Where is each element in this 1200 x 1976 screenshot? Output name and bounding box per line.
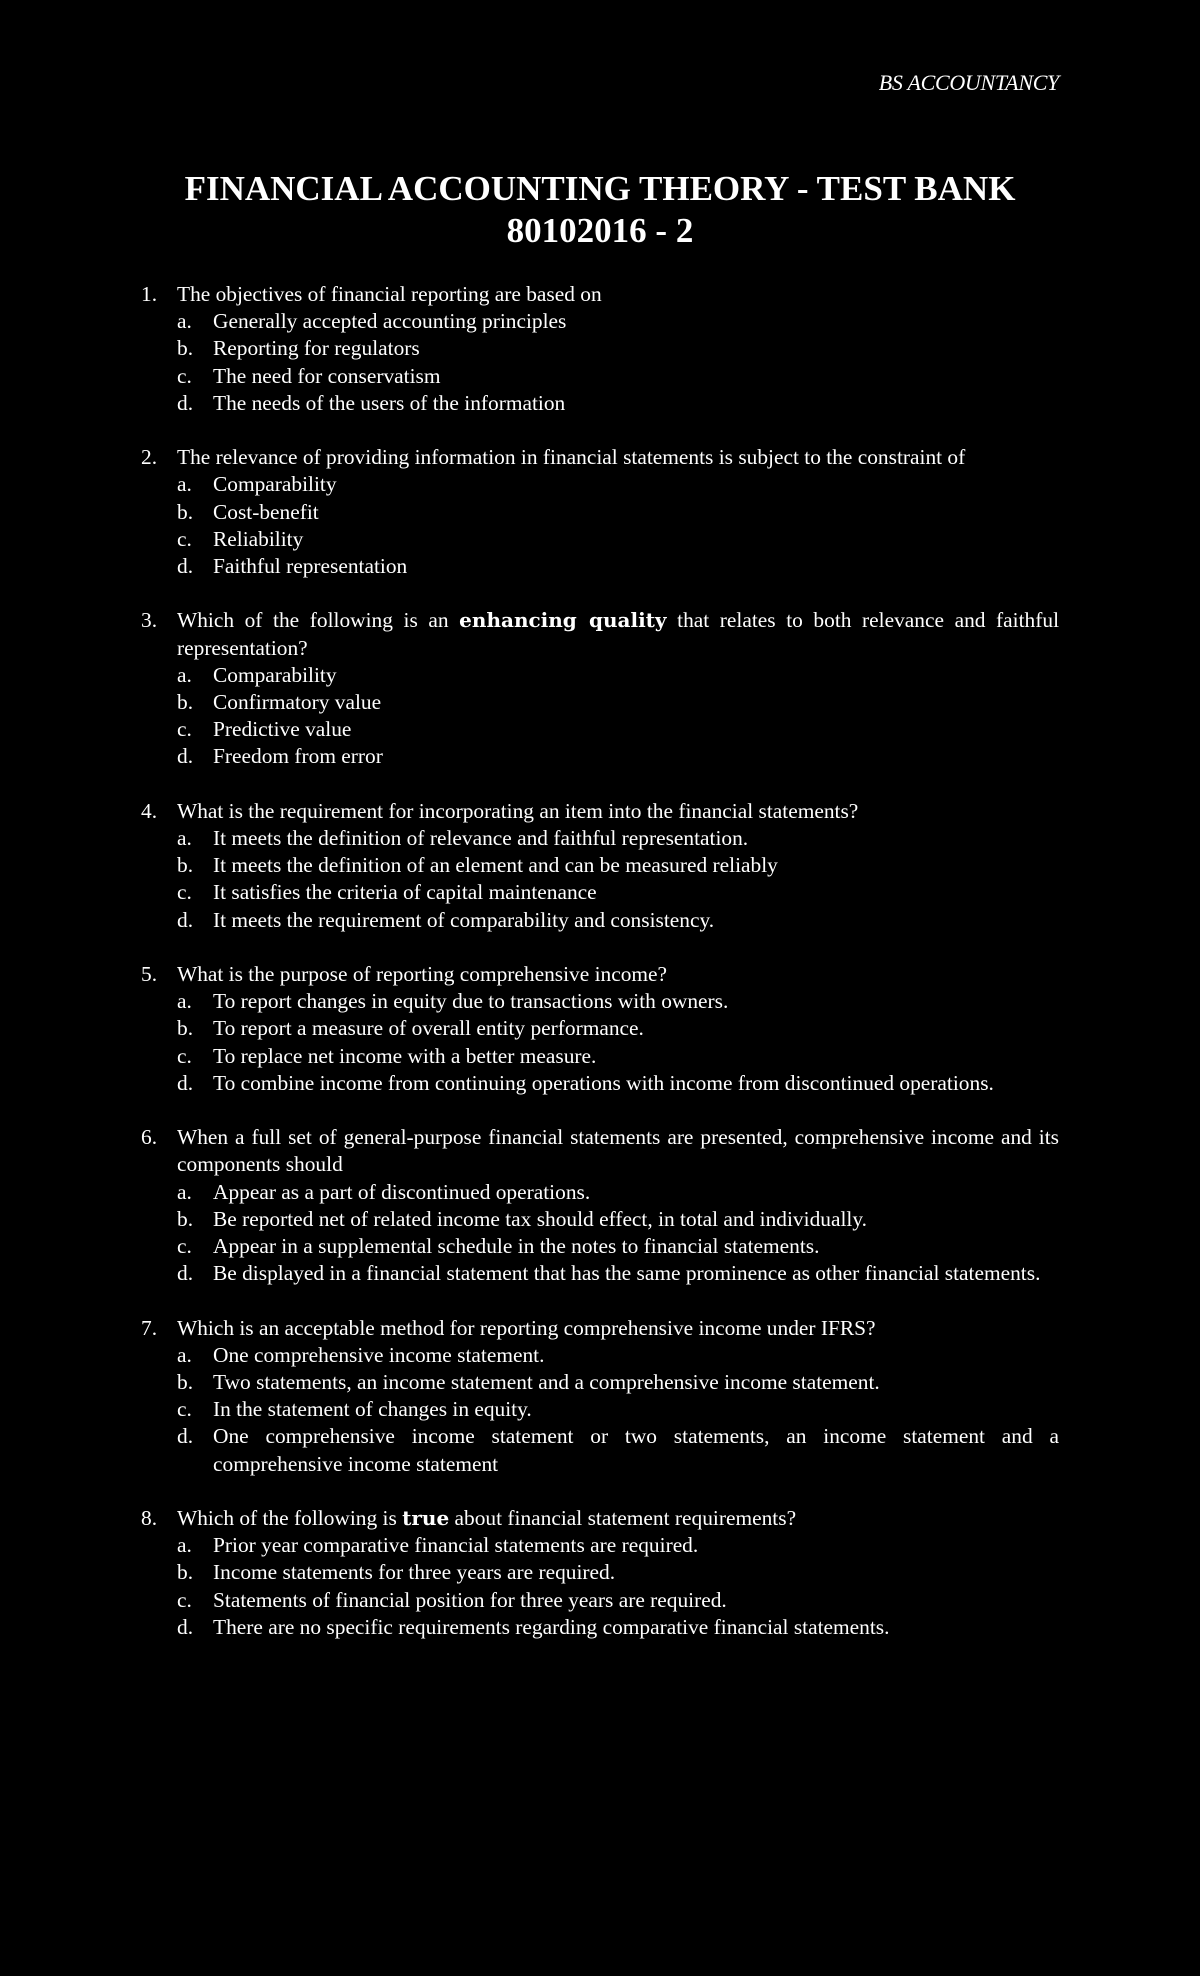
answer-option bbox=[177, 1369, 1059, 1396]
stem-text: The relevance of providing information in financial statements is subject to the constraint of bbox=[177, 445, 966, 470]
question-stem bbox=[177, 607, 1059, 661]
question-stem bbox=[177, 798, 1059, 825]
answer-option bbox=[177, 553, 1059, 580]
option-text: To combine income from continuing operations with income from discontinued operations. bbox=[213, 1070, 994, 1095]
question-stem bbox=[177, 961, 1059, 988]
option-text: Comparability bbox=[213, 472, 337, 497]
course-label: BS ACCOUNTANCY bbox=[878, 70, 1059, 95]
stem-text: about financial statement requirements? bbox=[449, 1506, 797, 1531]
stem-text: When a full set of general-purpose financial statements are presented, comprehensive income and its components should bbox=[177, 1125, 1059, 1177]
option-letter: a. bbox=[177, 1533, 192, 1558]
answer-option bbox=[177, 335, 1059, 362]
option-text: Statements of financial position for three years are required. bbox=[213, 1587, 727, 1612]
question-number: 2. bbox=[141, 445, 158, 470]
title-line-2: 80102016 - 2 bbox=[506, 211, 694, 250]
stem-text: The objectives of financial reporting are based on bbox=[177, 282, 602, 306]
option-letter: b. bbox=[177, 336, 194, 361]
option-letter: d. bbox=[177, 1424, 194, 1449]
option-letter: a. bbox=[177, 1179, 192, 1204]
option-letter: d. bbox=[177, 390, 194, 415]
option-text: Predictive value bbox=[213, 717, 352, 742]
option-letter: b. bbox=[177, 1206, 194, 1231]
question-item bbox=[141, 798, 1059, 934]
question-number: 3. bbox=[141, 608, 158, 633]
option-text: Reliability bbox=[213, 526, 304, 551]
option-letter: c. bbox=[177, 526, 192, 551]
question-number: 4. bbox=[141, 798, 158, 823]
option-letter: b. bbox=[177, 690, 194, 715]
option-letter: c. bbox=[177, 717, 192, 742]
emphasis-text: enhancing quality bbox=[459, 608, 667, 633]
stem-text: Which of the following is bbox=[177, 1506, 403, 1531]
stem-text: What is the purpose of reporting comprehensive income? bbox=[177, 962, 668, 987]
option-text: The needs of the users of the information bbox=[213, 390, 566, 415]
answer-option bbox=[177, 1559, 1059, 1586]
option-text: Prior year comparative financial statements are required. bbox=[213, 1533, 699, 1558]
option-text: Freedom from error bbox=[213, 744, 383, 769]
answer-option bbox=[177, 308, 1059, 335]
option-text: Comparability bbox=[213, 662, 337, 687]
option-letter: a. bbox=[177, 826, 192, 851]
option-text: The need for conservatism bbox=[213, 363, 441, 388]
option-letter: d. bbox=[177, 1261, 194, 1286]
option-letter: a. bbox=[177, 1342, 192, 1367]
question-stem bbox=[177, 444, 1059, 471]
question-item bbox=[141, 961, 1059, 1097]
option-text: To report changes in equity due to transactions with owners. bbox=[213, 989, 729, 1014]
option-text: Faithful representation bbox=[213, 554, 408, 579]
option-text: Confirmatory value bbox=[213, 690, 382, 715]
option-text: To report a measure of overall entity performance. bbox=[213, 1016, 644, 1041]
answer-option bbox=[177, 988, 1059, 1015]
question-stem bbox=[177, 1124, 1059, 1178]
title-line-1: FINANCIAL ACCOUNTING THEORY - TEST BANK bbox=[184, 169, 1016, 208]
option-letter: a. bbox=[177, 309, 192, 334]
option-text: Appear as a part of discontinued operations. bbox=[213, 1179, 591, 1204]
option-letter: c. bbox=[177, 880, 192, 905]
option-letter: b. bbox=[177, 1370, 194, 1395]
option-letter: a. bbox=[177, 989, 192, 1014]
option-letter: d. bbox=[177, 744, 194, 769]
option-letter: c. bbox=[177, 1587, 192, 1612]
question-list bbox=[141, 281, 1059, 1668]
option-text: It meets the requirement of comparability and consistency. bbox=[213, 907, 715, 932]
question-item bbox=[141, 1124, 1059, 1287]
answer-option bbox=[177, 526, 1059, 553]
option-text: Income statements for three years are required. bbox=[213, 1560, 616, 1585]
option-letter: d. bbox=[177, 554, 194, 579]
option-text: Reporting for regulators bbox=[213, 336, 420, 361]
answer-option bbox=[177, 907, 1059, 934]
question-item bbox=[141, 281, 1059, 417]
option-text: Be reported net of related income tax should effect, in total and individually. bbox=[213, 1206, 867, 1231]
stem-text: Which is an acceptable method for reporting comprehensive income under IFRS? bbox=[177, 1315, 876, 1340]
question-number: 6. bbox=[141, 1125, 158, 1150]
answer-option bbox=[177, 1532, 1059, 1559]
option-text: It meets the definition of an element and can be measured reliably bbox=[213, 853, 778, 878]
question-item bbox=[141, 1315, 1059, 1478]
answer-option bbox=[177, 1015, 1059, 1042]
option-letter: c. bbox=[177, 1234, 192, 1259]
option-letter: b. bbox=[177, 853, 194, 878]
option-text: Appear in a supplemental schedule in the notes to financial statements. bbox=[213, 1234, 820, 1259]
answer-option bbox=[177, 743, 1059, 770]
option-letter: b. bbox=[177, 1016, 194, 1041]
option-letter: b. bbox=[177, 499, 194, 524]
option-letter: d. bbox=[177, 1614, 194, 1639]
option-text: To replace net income with a better measure. bbox=[213, 1043, 597, 1068]
question-number: 7. bbox=[141, 1315, 158, 1340]
answer-option bbox=[177, 471, 1059, 498]
question-number: 5. bbox=[141, 962, 158, 987]
answer-option bbox=[177, 499, 1059, 526]
stem-text: What is the requirement for incorporating an item into the financial statements? bbox=[177, 798, 859, 823]
question-stem bbox=[177, 1315, 1059, 1342]
answer-option bbox=[177, 1043, 1059, 1070]
answer-option bbox=[177, 689, 1059, 716]
answer-option bbox=[177, 1396, 1059, 1423]
option-letter: c. bbox=[177, 1397, 192, 1422]
option-text: One comprehensive income statement. bbox=[213, 1342, 545, 1367]
answer-option bbox=[177, 363, 1059, 390]
option-text: Cost-benefit bbox=[213, 499, 319, 524]
emphasis-text: true bbox=[402, 1506, 450, 1531]
answer-option bbox=[177, 825, 1059, 852]
option-letter: a. bbox=[177, 472, 192, 497]
question-item bbox=[141, 1505, 1059, 1641]
answer-option bbox=[177, 716, 1059, 743]
option-text: Generally accepted accounting principles bbox=[213, 309, 567, 334]
question-item bbox=[141, 444, 1059, 580]
option-text: It meets the definition of relevance and faithful representation. bbox=[213, 826, 749, 851]
answer-option bbox=[177, 662, 1059, 689]
option-text: Two statements, an income statement and a comprehensive income statement. bbox=[213, 1370, 880, 1395]
answer-option bbox=[177, 1206, 1059, 1233]
option-text: Be displayed in a financial statement that has the same prominence as other financial statements. bbox=[213, 1261, 1041, 1286]
answer-option bbox=[177, 1260, 1059, 1287]
question-stem bbox=[177, 281, 1059, 308]
question-item bbox=[141, 607, 1059, 770]
option-letter: b. bbox=[177, 1560, 194, 1585]
answer-option bbox=[177, 1179, 1059, 1206]
answer-option bbox=[177, 1423, 1059, 1477]
option-text: One comprehensive income statement or two statements, an income statement and a comprehensive income statement bbox=[213, 1424, 1059, 1476]
answer-option bbox=[177, 1342, 1059, 1369]
option-letter: c. bbox=[177, 363, 192, 388]
answer-option bbox=[177, 1233, 1059, 1260]
option-letter: d. bbox=[177, 1070, 194, 1095]
stem-text: Which of the following is an bbox=[177, 608, 460, 633]
answer-option bbox=[177, 1614, 1059, 1641]
question-stem bbox=[177, 1505, 1059, 1532]
answer-option bbox=[177, 852, 1059, 879]
option-text: There are no specific requirements regarding comparative financial statements. bbox=[213, 1614, 890, 1639]
option-text: In the statement of changes in equity. bbox=[213, 1397, 532, 1422]
document-title bbox=[0, 168, 1200, 252]
stem-text: that relates to both relevance and faithful representation? bbox=[177, 608, 1060, 660]
option-letter: d. bbox=[177, 907, 194, 932]
option-letter: c. bbox=[177, 1043, 192, 1068]
question-number: 8. bbox=[141, 1506, 158, 1531]
option-letter: a. bbox=[177, 662, 192, 687]
answer-option bbox=[177, 879, 1059, 906]
answer-option bbox=[177, 1070, 1059, 1097]
option-text: It satisfies the criteria of capital maintenance bbox=[213, 880, 597, 905]
answer-option bbox=[177, 1587, 1059, 1614]
question-number: 1. bbox=[141, 282, 158, 306]
answer-option bbox=[177, 390, 1059, 417]
